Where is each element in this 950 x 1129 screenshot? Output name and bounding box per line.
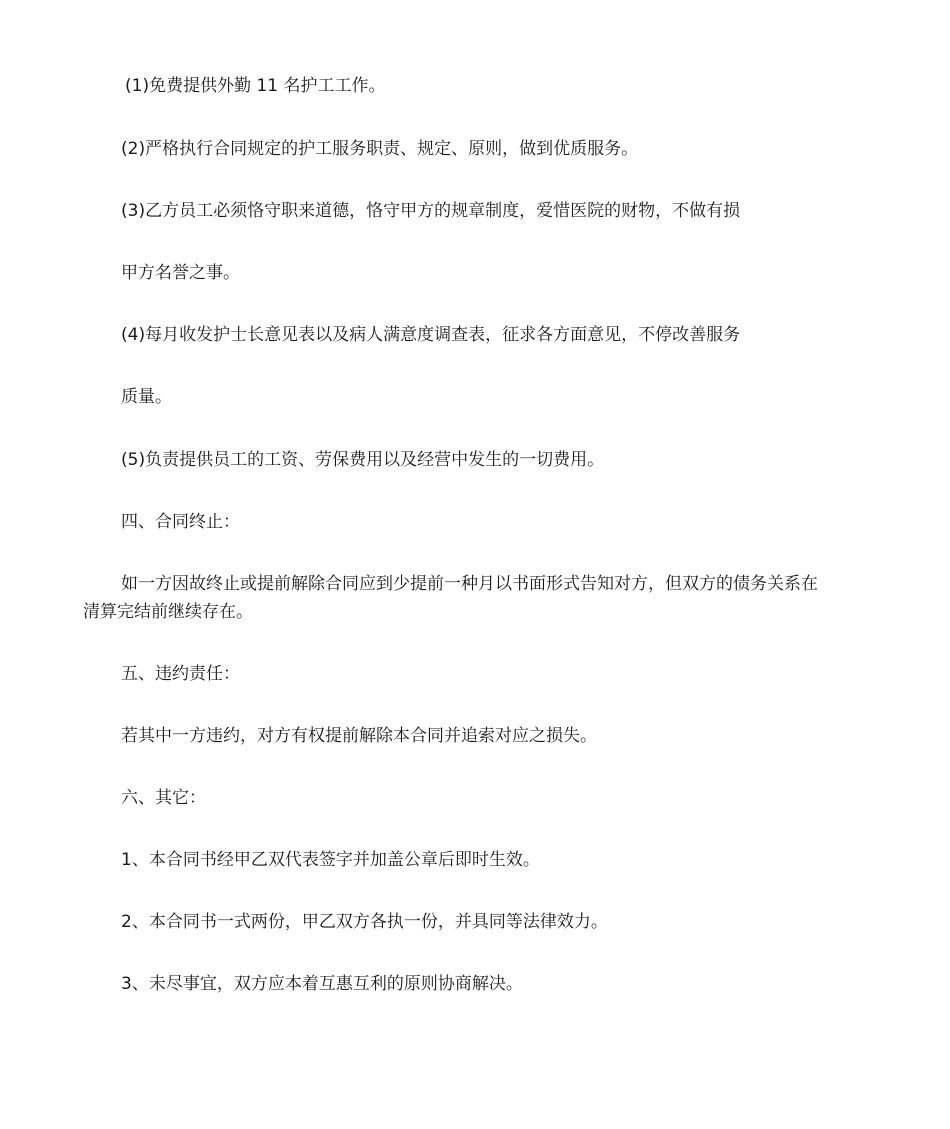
section-6-item-1: 1、本合同书经甲乙双代表签字并加盖公章后即时生效。 (121, 850, 540, 870)
section-6-item-2: 2、本合同书一式两份，甲乙双方各执一份，并具同等法律效力。 (121, 912, 608, 932)
clause-3-item-2: (2)严格执行合同规定的护工服务职责、规定、原则，做到优质服务。 (121, 139, 639, 159)
section-5-heading: 五、违约责任： (121, 664, 240, 684)
clause-3-item-3-line-2: 甲方名誉之事。 (121, 263, 240, 283)
clause-3-item-1: (1)免费提供外勤 11 名护工工作。 (125, 76, 386, 96)
section-6-heading: 六、其它： (121, 788, 206, 808)
section-6-item-3: 3、未尽事宜，双方应本着互惠互利的原则协商解决。 (121, 974, 523, 994)
clause-3-item-5: (5)负责提供员工的工资、劳保费用以及经营中发生的一切费用。 (121, 450, 605, 470)
section-4-body-line-1: 如一方因故终止或提前解除合同应到少提前一种月以书面形式告知对方，但双方的债务关系在 (121, 574, 818, 594)
clause-3-item-4-line-2: 质量。 (121, 387, 172, 407)
clause-3-item-3-line-1: (3)乙方员工必须恪守职来道德，恪守甲方的规章制度，爱惜医院的财物，不做有损 (121, 201, 741, 221)
clause-3-item-4-line-1: (4)每月收发护士长意见表以及病人满意度调查表，征求各方面意见，不停改善服务 (121, 325, 741, 345)
section-4-heading: 四、合同终止： (121, 512, 240, 532)
section-4-body-line-2: 清算完结前继续存在。 (83, 602, 253, 622)
section-5-body: 若其中一方违约，对方有权提前解除本合同并追索对应之损失。 (121, 726, 597, 746)
